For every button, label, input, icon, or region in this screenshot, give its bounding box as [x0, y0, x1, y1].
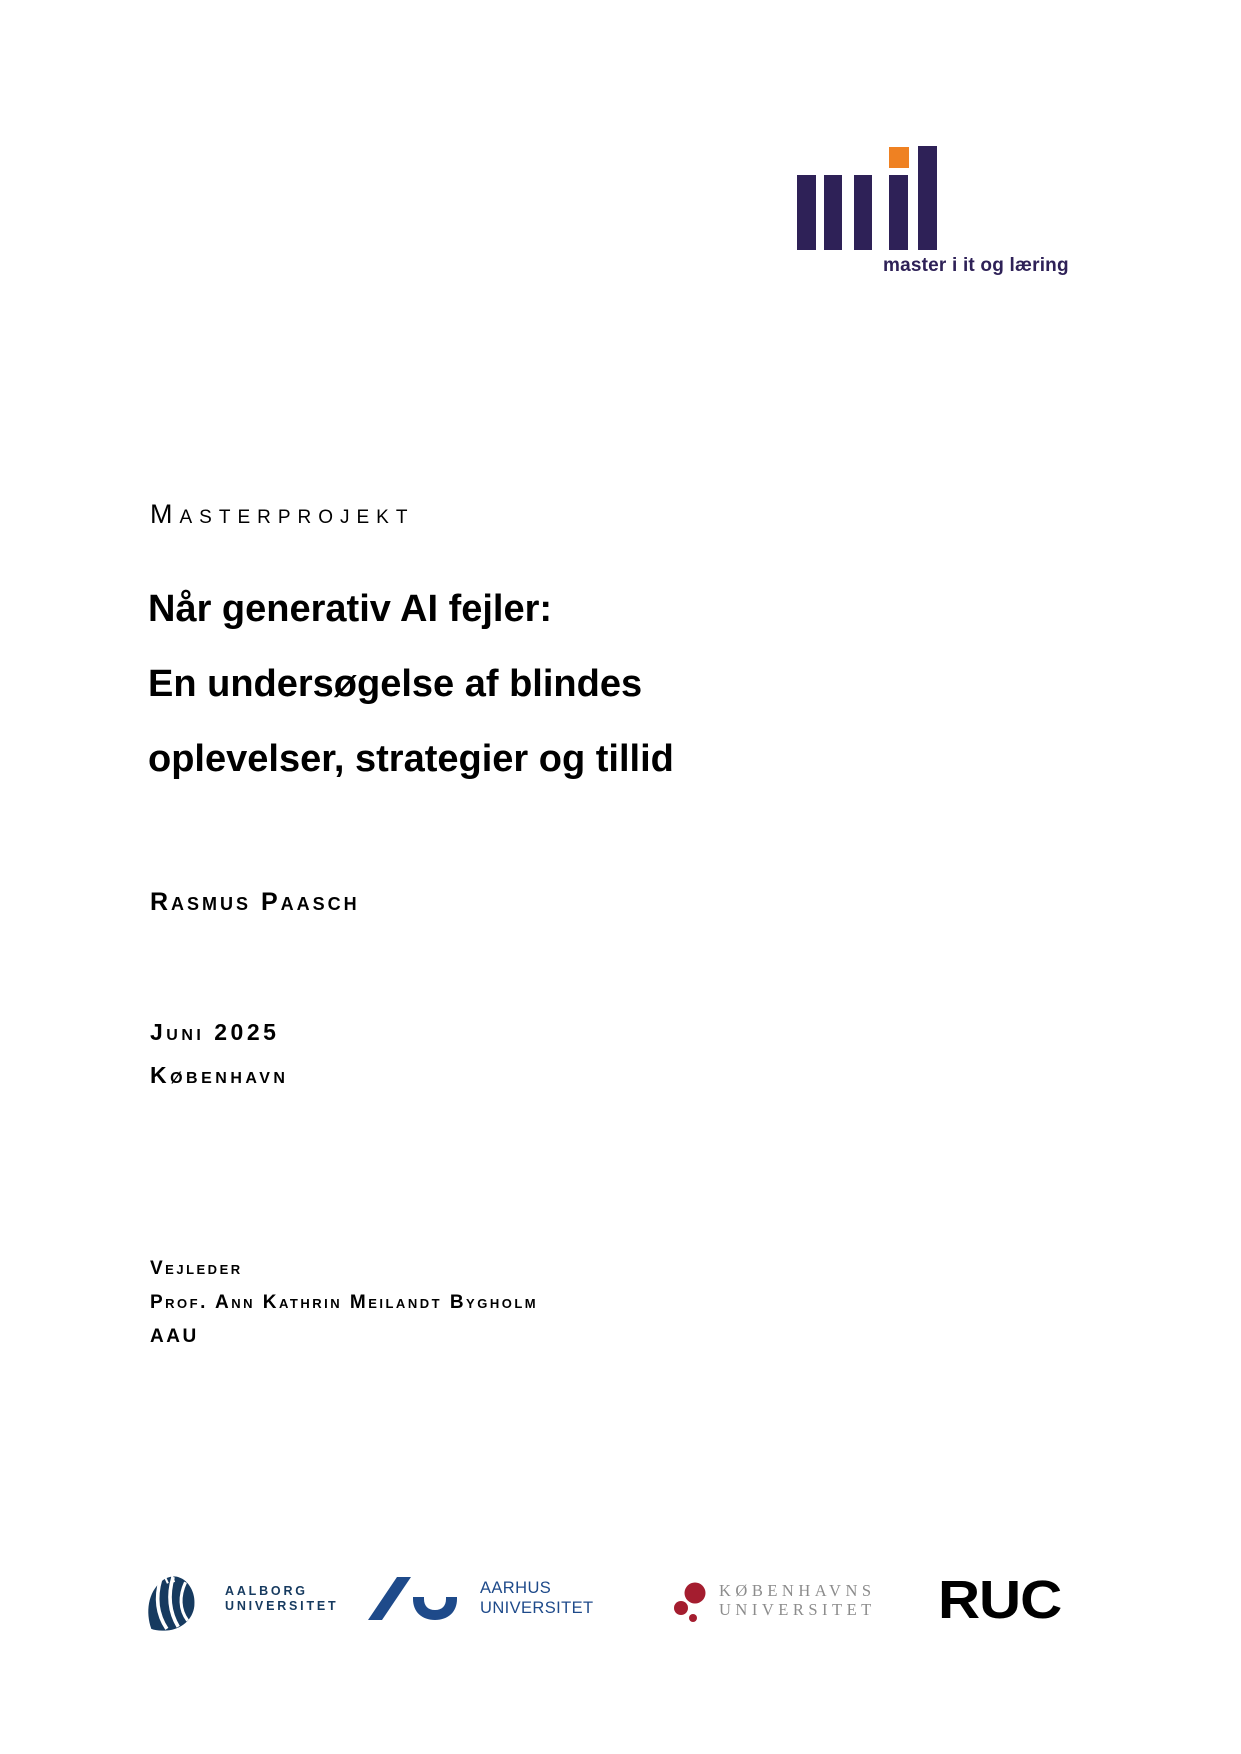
- copenhagen-line1: KØBENHAVNS: [719, 1581, 876, 1600]
- mil-logo-orange-square-icon: [889, 147, 909, 168]
- title-line-2: En undersøgelse af blindes: [148, 663, 643, 705]
- aarhus-logo-text: [480, 1578, 594, 1618]
- copenhagen-circles-icon: [670, 1580, 706, 1629]
- mil-logo-bar-icon: [854, 175, 872, 250]
- copenhagen-line2: UNIVERSITET: [719, 1600, 876, 1619]
- supervisor-institution: AAU: [150, 1326, 199, 1347]
- publication-city: København: [150, 1062, 289, 1088]
- aalborg-line1: AALBORG: [225, 1584, 308, 1598]
- roskilde-university-logo: [938, 1570, 1062, 1630]
- publication-date: Juni 2025: [150, 1019, 280, 1045]
- copenhagen-university-logo: [670, 1580, 876, 1629]
- mil-logo-bar-icon: [918, 146, 937, 250]
- aalborg-swirl-icon: [145, 1576, 197, 1637]
- mil-logo-wordmark: master i it og læring: [883, 255, 1069, 276]
- supervisor-label: Vejleder: [150, 1258, 243, 1279]
- aarhus-line2: UNIVERSITET: [480, 1599, 594, 1617]
- aalborg-logo-text: [225, 1584, 338, 1614]
- mil-logo-bar-icon: [797, 175, 816, 250]
- author-name: Rasmus Paasch: [150, 888, 360, 916]
- document-kicker: Masterprojekt: [150, 499, 415, 529]
- supervisor-block: [150, 1252, 538, 1354]
- aalborg-university-logo: [145, 1576, 338, 1637]
- aalborg-line2: UNIVERSITET: [225, 1599, 339, 1613]
- aarhus-university-logo: [368, 1577, 594, 1626]
- aarhus-line1: AARHUS: [480, 1579, 552, 1597]
- ruc-wordmark: RUC: [938, 1570, 1062, 1630]
- aarhus-au-icon: [368, 1577, 457, 1626]
- document-title: [148, 572, 674, 797]
- mil-logo-bar-icon: [889, 175, 908, 250]
- supervisor-name: Prof. Ann Kathrin Meilandt Bygholm: [150, 1292, 539, 1313]
- mil-logo-bar-icon: [824, 175, 842, 250]
- title-line-1: Når generativ AI fejler:: [148, 588, 553, 630]
- copenhagen-logo-text: [719, 1581, 876, 1619]
- title-line-3: oplevelser, strategier og tillid: [148, 738, 674, 780]
